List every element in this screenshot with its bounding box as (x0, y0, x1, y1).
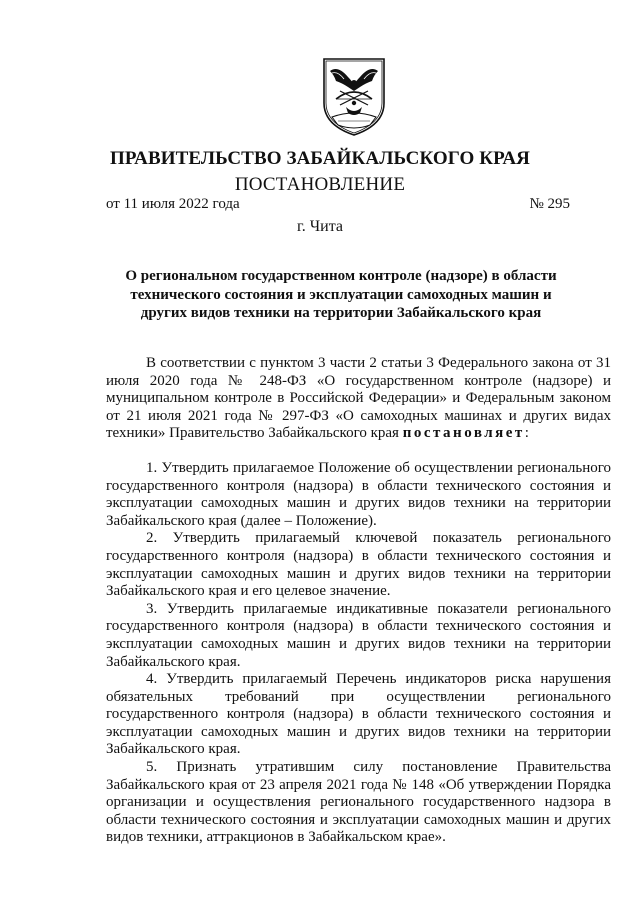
preamble-text: В соответствии с пунктом 3 части 2 статьи 3 Федерального закона от 31 июля 2020 года № 248-ФЗ «О государственном контроле (надзоре) и муниципальном контроле в Российской Федерации» и Федеральным законом от 21 июля 2021 года № 297-ФЗ «О самоходных машинах и других видах техники» Правительство Забайкальского края (106, 355, 611, 442)
document-city: г. Чита (296, 218, 343, 235)
document-body (106, 355, 611, 847)
list-item: 3. Утвердить прилагаемые индикативные показатели регионального государственного контроля (надзора) в области технического состояния и эксплуатации самоходных машин и других видов техники на территории Забайкальского края. (106, 600, 611, 670)
list-item: 5. Признать утратившим силу постановление Правительства Забайкальского края от 23 апреля 2021 года № 148 «Об утверждении Порядка организации и осуществления регионального государственного надзора в области технического состояния и эксплуатации самоходных машин и других видов техники, аттракционов в Забайкальском крае». (106, 759, 611, 846)
document-date: от 11 июля 2022 года (106, 196, 240, 212)
list-item: 2. Утвердить прилагаемый ключевой показатель регионального государственного контроля (надзора) в области технического состояния и эксплуатации самоходных машин и других видов техники на территории Забайкальского края и его целевое значение. (106, 530, 611, 600)
decree-word: постановляет (402, 425, 525, 442)
government-name: ПРАВИТЕЛЬСТВО ЗАБАЙКАЛЬСКОГО КРАЯ (109, 148, 530, 169)
list-item: 1. Утвердить прилагаемое Положение об осуществлении регионального государственного контроля (надзора) в области технического состояния и эксплуатации самоходных машин и других видов техники на территории Забайкальского края (далее – Положение). (106, 459, 611, 529)
list-item: 4. Утвердить прилагаемый Перечень индикаторов риска нарушения обязательных требований при осуществлении регионального государственного контроля (надзора) в области технического состояния и эксплуатации самоходных машин и других видов техники на территории Забайкальского края. (106, 671, 611, 758)
preamble-paragraph (106, 355, 611, 443)
document-title: О региональном государственном контроле (надзоре) в области технического состояния и эксплуатации самоходных машин и других видов техники на территории Забайкальского края (125, 268, 557, 321)
preamble-end: : (524, 425, 529, 442)
document-type: ПОСТАНОВЛЕНИЕ (234, 174, 406, 195)
document-number: № 295 (529, 196, 570, 212)
coat-of-arms-icon (318, 55, 390, 137)
